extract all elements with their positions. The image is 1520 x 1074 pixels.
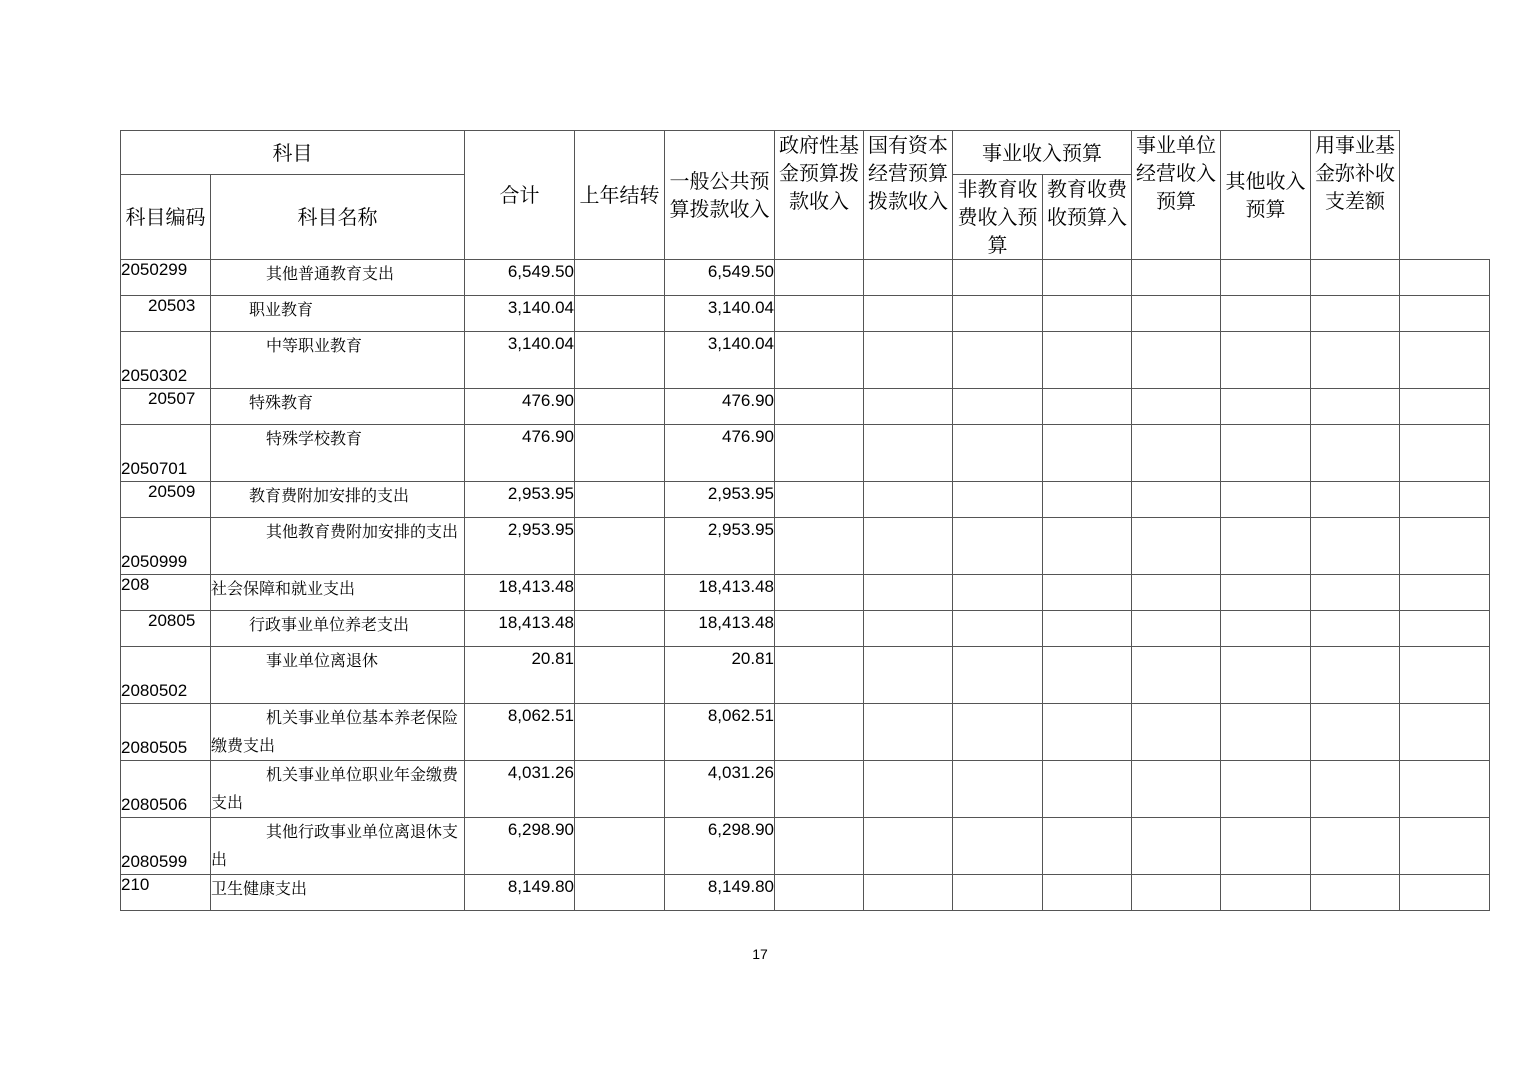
row-total: 6,549.50 xyxy=(465,260,575,296)
table-row xyxy=(121,575,1490,611)
table-row xyxy=(121,425,1490,482)
row-general: 8,062.51 xyxy=(665,704,775,761)
row-code: 20503 xyxy=(121,296,211,332)
header-carryover: 上年结转 xyxy=(575,131,665,260)
table-row xyxy=(121,818,1490,875)
row-name: 特殊教育 xyxy=(211,389,465,425)
row-total: 476.90 xyxy=(465,389,575,425)
row-general: 6,549.50 xyxy=(665,260,775,296)
row-code: 2080599 xyxy=(121,818,211,875)
row-total: 8,149.80 xyxy=(465,875,575,911)
header-total: 合计 xyxy=(465,131,575,260)
header-other-income: 其他收入预算 xyxy=(1221,131,1311,260)
row-name: 社会保障和就业支出 xyxy=(211,575,465,611)
row-name: 其他教育费附加安排的支出 xyxy=(211,518,465,575)
header-business-income: 事业收入预算 xyxy=(953,131,1132,175)
header-unit-operation: 事业单位经营收入预算 xyxy=(1132,131,1221,260)
row-code: 20805 xyxy=(121,611,211,647)
header-subject-code: 科目编码 xyxy=(121,175,211,260)
row-total: 2,953.95 xyxy=(465,482,575,518)
row-name: 卫生健康支出 xyxy=(211,875,465,911)
row-name: 职业教育 xyxy=(211,296,465,332)
table-header xyxy=(121,131,1490,260)
page-number: 17 xyxy=(752,946,768,962)
table-row xyxy=(121,260,1490,296)
header-non-edu-fee: 非教育收费收入预算 xyxy=(953,175,1043,260)
row-general: 3,140.04 xyxy=(665,332,775,389)
table-row xyxy=(121,389,1490,425)
row-code: 2050701 xyxy=(121,425,211,482)
row-general: 2,953.95 xyxy=(665,482,775,518)
row-general: 8,149.80 xyxy=(665,875,775,911)
header-gov-fund: 政府性基金预算拨款收入 xyxy=(775,131,864,260)
row-total: 18,413.48 xyxy=(465,575,575,611)
row-name: 教育费附加安排的支出 xyxy=(211,482,465,518)
row-code: 208 xyxy=(121,575,211,611)
row-code: 2080506 xyxy=(121,761,211,818)
row-total: 3,140.04 xyxy=(465,332,575,389)
budget-table xyxy=(120,130,1490,911)
table-row xyxy=(121,332,1490,389)
row-total: 20.81 xyxy=(465,647,575,704)
row-general: 3,140.04 xyxy=(665,296,775,332)
row-code: 2080502 xyxy=(121,647,211,704)
row-total: 2,953.95 xyxy=(465,518,575,575)
row-name: 特殊学校教育 xyxy=(211,425,465,482)
row-name: 事业单位离退休 xyxy=(211,647,465,704)
table-row xyxy=(121,761,1490,818)
row-code: 210 xyxy=(121,875,211,911)
row-name: 机关事业单位基本养老保险缴费支出 xyxy=(211,704,465,761)
row-name: 其他行政事业单位离退休支出 xyxy=(211,818,465,875)
row-general: 476.90 xyxy=(665,389,775,425)
row-general: 2,953.95 xyxy=(665,518,775,575)
row-total: 4,031.26 xyxy=(465,761,575,818)
table-row xyxy=(121,875,1490,911)
row-code: 2080505 xyxy=(121,704,211,761)
header-subject-name: 科目名称 xyxy=(211,175,465,260)
row-total: 18,413.48 xyxy=(465,611,575,647)
table-row xyxy=(121,611,1490,647)
table-body xyxy=(121,260,1490,911)
header-subject: 科目 xyxy=(121,131,465,175)
header-fund-balance: 用事业基金弥补收支差额 xyxy=(1311,131,1400,260)
header-general-public: 一般公共预算拨款收入 xyxy=(665,131,775,260)
row-code: 2050302 xyxy=(121,332,211,389)
table-row xyxy=(121,518,1490,575)
row-general: 18,413.48 xyxy=(665,575,775,611)
row-code: 20507 xyxy=(121,389,211,425)
row-general: 18,413.48 xyxy=(665,611,775,647)
header-edu-fee: 教育收费收预算入 xyxy=(1043,175,1132,260)
header-state-capital: 国有资本经营预算拨款收入 xyxy=(864,131,953,260)
row-name: 行政事业单位养老支出 xyxy=(211,611,465,647)
row-code: 2050299 xyxy=(121,260,211,296)
row-code: 20509 xyxy=(121,482,211,518)
row-total: 3,140.04 xyxy=(465,296,575,332)
table-row xyxy=(121,704,1490,761)
row-name: 机关事业单位职业年金缴费支出 xyxy=(211,761,465,818)
row-total: 476.90 xyxy=(465,425,575,482)
row-name: 其他普通教育支出 xyxy=(211,260,465,296)
row-general: 6,298.90 xyxy=(665,818,775,875)
table-row xyxy=(121,647,1490,704)
row-code: 2050999 xyxy=(121,518,211,575)
row-total: 6,298.90 xyxy=(465,818,575,875)
table-row xyxy=(121,296,1490,332)
row-general: 476.90 xyxy=(665,425,775,482)
row-general: 20.81 xyxy=(665,647,775,704)
table-row xyxy=(121,482,1490,518)
row-name: 中等职业教育 xyxy=(211,332,465,389)
row-general: 4,031.26 xyxy=(665,761,775,818)
row-total: 8,062.51 xyxy=(465,704,575,761)
